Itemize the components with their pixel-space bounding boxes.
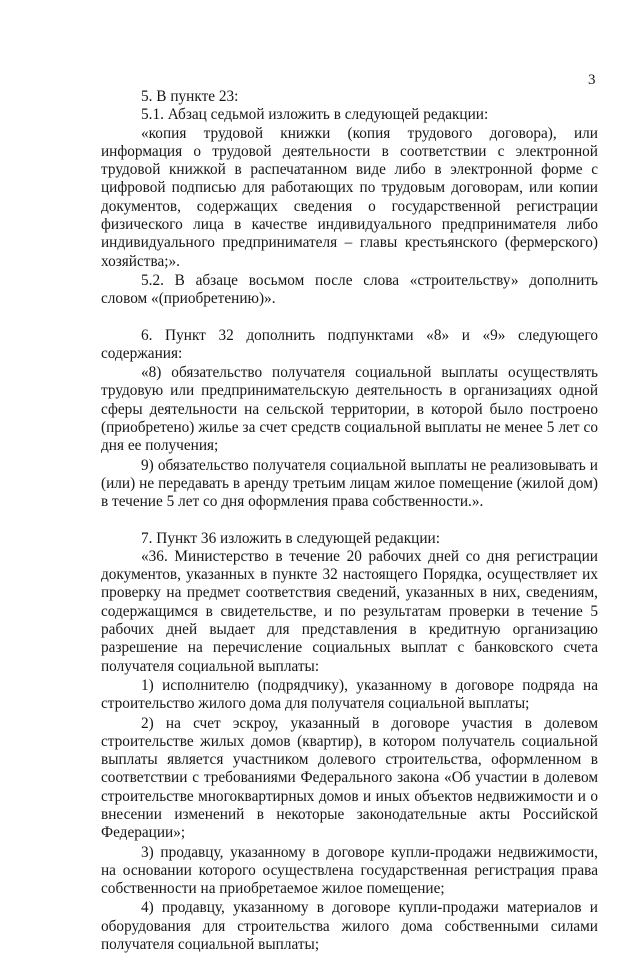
paragraph-subitem-5-2: 5.2. В абзаце восьмом после слова «строительству» дополнить словом «(приобретению)».: [101, 271, 598, 308]
paragraph-list-1: 1) исполнителю (подрядчику), указанному в договоре подряда на строительство жилого дома для получателя социальной выплаты;: [101, 676, 598, 713]
paragraph-point-36: «36. Министерство в течение 20 рабочих дней со дня регистрации документов, указанных в пункте 32 настоящего Порядка, осуществляет их проверку на предмет соответствия сведений, указанных в них, сведениям, содержащимся в свидетельстве, и по результатам проверки в течение 5 рабочих дней выдает для представления в кредитную организацию разрешение на перечисление социальных выплат с банковского счета получателя социальной выплаты:: [101, 547, 598, 675]
paragraph-item-6: 6. Пункт 32 дополнить подпунктами «8» и «9» следующего содержания:: [101, 326, 598, 362]
paragraph-list-4: 4) продавцу, указанному в договоре купли-продажи материалов и оборудования для строительства жилого дома собственными силами получателя социальной выплаты;: [101, 899, 598, 954]
paragraph-subpoint-8: «8) обязательство получателя социальной выплаты осуществлять трудовую или предпринимательскую деятельность в организациях одной сферы деятельности на сельской территории, в которой было построено (приобретено) жилье за счет средств социальной выплаты не менее 5 лет со дня ее получения;: [101, 364, 598, 455]
paragraph-item-7: 7. Пункт 36 изложить в следующей редакции:: [141, 529, 440, 547]
paragraph-quote-copy-documents: «копия трудовой книжки (копия трудового договора), или информация о трудовой деятельности в соответствии с электронной трудовой книжкой в распечатанном виде либо в электронной форме с цифровой подписью для работающих по трудовым договорам, или копии документов, содержащих сведения о государственной регистрации физического лица в качестве индивидуального предпринимателя либо индивидуального предпринимателя – главы крестьянского (фермерского) хозяйства;».: [101, 124, 598, 270]
paragraph-item-5: 5. В пункте 23:: [141, 88, 239, 105]
paragraph-subpoint-9: 9) обязательство получателя социальной выплаты не реализовывать и (или) не передавать в аренду третьим лицам жилое помещение (жилой дом) в течение 5 лет со дня оформления права собственности.».: [101, 456, 598, 511]
page-number: 3: [588, 72, 596, 88]
document-body: [101, 88, 598, 954]
paragraph-list-2: 2) на счет эскроу, указанный в договоре участия в долевом строительстве жилых домов (квартир), в котором получатель социальной выплаты является участником долевого строительства, оформленном в соответствии с требованиями Федерального закона «Об участии в долевом строительстве многоквартирных домов и иных объектов недвижимости и о внесении изменений в некоторые законодательные акты Российской Федерации»;: [101, 714, 598, 842]
paragraph-list-3: 3) продавцу, указанному в договоре купли-продажи недвижимости, на основании которого осуществлена государственная регистрация права собственности на приобретаемое жилое помещение;: [101, 843, 598, 898]
paragraph-subitem-5-1: 5.1. Абзац седьмой изложить в следующей редакции:: [141, 106, 489, 124]
